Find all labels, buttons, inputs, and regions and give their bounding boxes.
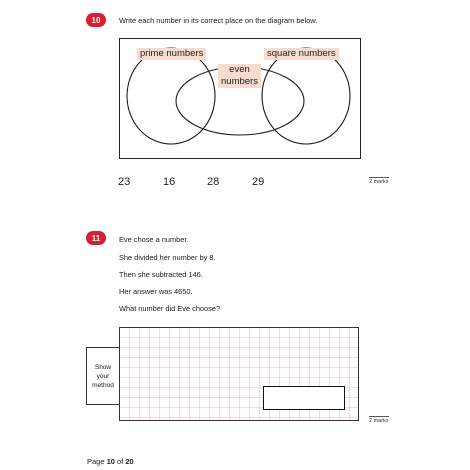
page-total: 20 bbox=[125, 457, 134, 466]
number-card[interactable]: 29 bbox=[252, 176, 265, 188]
question-line: Eve chose a number. bbox=[119, 235, 189, 244]
even-numbers-label-line2: numbers bbox=[221, 76, 258, 87]
show-method-line: Show bbox=[94, 363, 112, 371]
even-numbers-label-line1: even bbox=[229, 64, 250, 75]
question-line: What number did Eve choose? bbox=[119, 304, 221, 313]
question-line: Then she subtracted 146. bbox=[119, 270, 203, 279]
square-numbers-label: square numbers bbox=[264, 48, 339, 60]
question-instruction: Write each number in its correct place on the diagram below. bbox=[119, 16, 318, 25]
question-line: She divided her number by 8. bbox=[119, 253, 216, 262]
marks-label: 2 marks bbox=[369, 179, 389, 185]
show-method-line: your bbox=[96, 372, 110, 380]
number-card[interactable]: 23 bbox=[118, 176, 131, 188]
page-of: of bbox=[114, 457, 126, 466]
even-numbers-label bbox=[218, 64, 261, 88]
number-card[interactable]: 28 bbox=[207, 176, 220, 188]
question-line: Her answer was 4650. bbox=[119, 287, 193, 296]
marks-label: 2 marks bbox=[369, 418, 389, 424]
answer-box[interactable] bbox=[263, 386, 345, 410]
page-prefix: Page bbox=[87, 457, 107, 466]
show-your-method-box bbox=[86, 347, 120, 405]
show-method-line: method bbox=[92, 381, 114, 389]
prime-numbers-circle bbox=[127, 48, 215, 144]
page-current: 10 bbox=[106, 457, 115, 466]
prime-numbers-label: prime numbers bbox=[137, 48, 206, 60]
question-number-badge: 11 bbox=[86, 231, 106, 245]
question-number-badge: 10 bbox=[86, 13, 106, 27]
page-footer bbox=[87, 457, 134, 466]
number-card[interactable]: 16 bbox=[163, 176, 176, 188]
